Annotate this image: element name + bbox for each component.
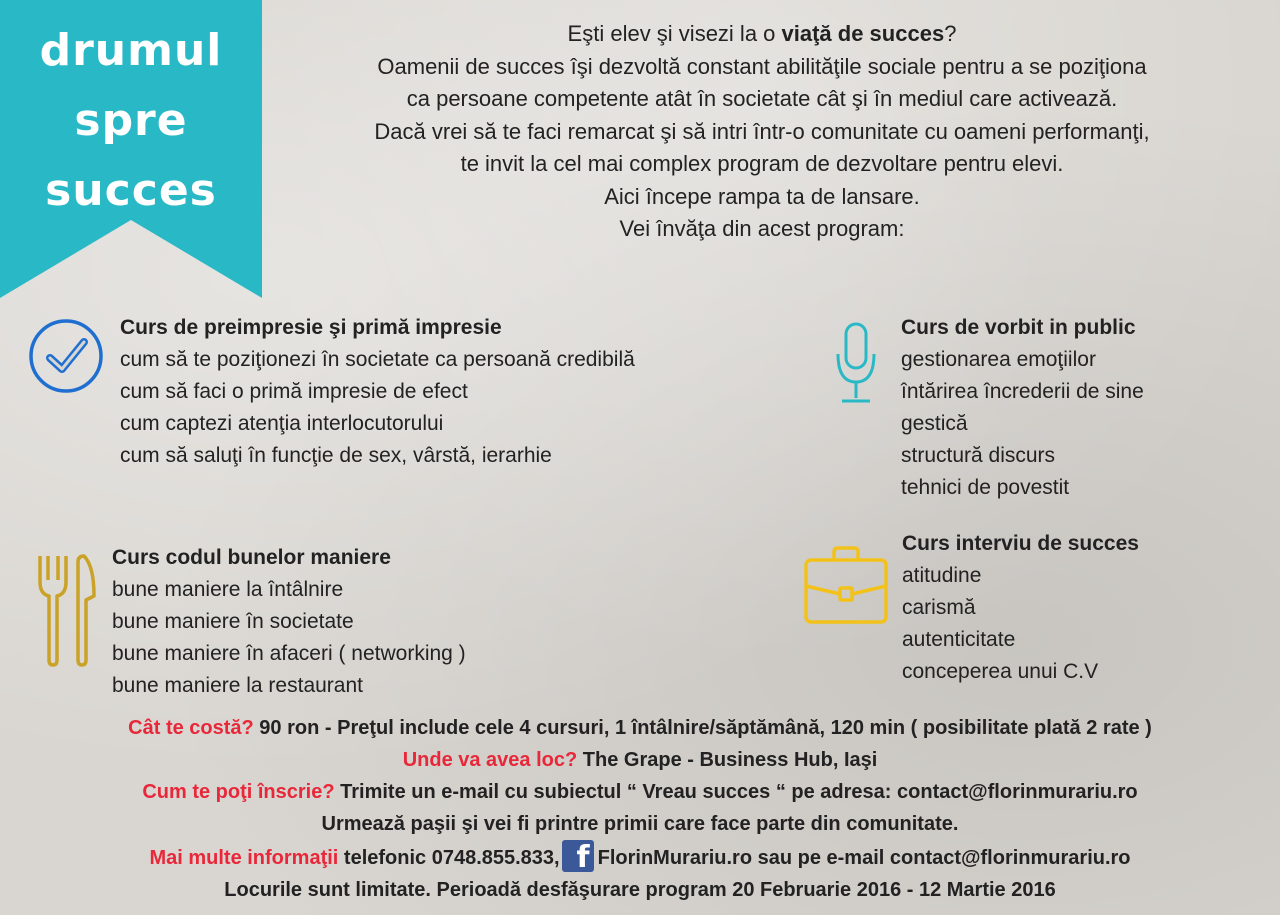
course-item: cum să faci o primă impresie de efect xyxy=(120,380,468,403)
course-item: cum să saluţi în funcţie de sex, vârstă, ierarhie xyxy=(120,444,552,467)
course-item: bune maniere în societate xyxy=(112,610,354,633)
contact-link-text[interactable]: FlorinMurariu.ro sau pe e-mail contact@florinmurariu.ro xyxy=(597,847,1131,869)
course-title: Curs codul bunelor maniere xyxy=(112,546,391,569)
info-label: Mai multe informaţii xyxy=(149,847,339,869)
course-title: Curs de preimpresie şi primă impresie xyxy=(120,316,502,339)
checkmark-circle-icon xyxy=(28,318,104,394)
course-interview xyxy=(902,528,1139,688)
contact-line xyxy=(0,840,1280,874)
location-line xyxy=(0,744,1280,776)
intro-line-3: ca persoane competente atât în societate cât şi în mediul care activează. xyxy=(406,86,1118,111)
intro-line-1 xyxy=(262,18,1262,51)
banner-line-1: drumul xyxy=(39,25,223,76)
banner-line-3: succes xyxy=(45,165,217,216)
intro-text xyxy=(262,18,1262,246)
price-answer: 90 ron - Preţul include cele 4 cursuri, 1 întâlnire/săptămână, 120 min ( posibilitate plată 2 rate ) xyxy=(253,717,1152,739)
course-item: conceperea unui C.V xyxy=(902,660,1099,683)
course-item: bune maniere la restaurant xyxy=(112,674,363,697)
intro-line-2: Oamenii de succes îşi dezvoltă constant abilităţile sociale pentru a se poziţiona xyxy=(377,53,1147,79)
phone-text: telefonic 0748.855.833, xyxy=(338,847,560,869)
facebook-icon[interactable]: f xyxy=(562,840,594,872)
course-item: gestică xyxy=(901,412,968,435)
intro-line-1-suffix: ? xyxy=(944,21,957,46)
price-question: Cât te costă? xyxy=(128,717,254,739)
steps-line: Urmează paşii şi vei fi printre primii care face parte din comunitate. xyxy=(321,813,959,835)
footer-info xyxy=(0,712,1280,906)
location-question: Unde va avea loc? xyxy=(402,749,578,771)
banner-title xyxy=(0,16,262,226)
signup-question: Cum te poţi înscrie? xyxy=(142,781,335,803)
course-item: structură discurs xyxy=(901,444,1056,467)
banner-line-2: spre xyxy=(74,95,188,146)
intro-line-5: te invit la cel mai complex program de dezvoltare pentru elevi. xyxy=(460,151,1064,176)
price-line xyxy=(0,712,1280,744)
intro-line-7: Vei învăţa din acest program: xyxy=(619,216,905,241)
course-item: carismă xyxy=(902,596,976,619)
course-item: gestionarea emoţiilor xyxy=(901,348,1096,371)
course-good-manners xyxy=(112,542,466,702)
intro-line-4: Dacă vrei să te faci remarcat şi să intri într-o comunitate cu oameni performanţi, xyxy=(374,118,1150,144)
course-item: bune maniere la întâlnire xyxy=(112,578,344,601)
course-item: tehnici de povestit xyxy=(901,476,1070,499)
course-item: cum să te poziţionezi în societate ca persoană credibilă xyxy=(120,348,635,371)
course-item: bune maniere în afaceri ( networking ) xyxy=(112,642,466,665)
signup-answer: Trimite un e-mail cu subiectul “ Vreau succes “ pe adresa: contact@florinmurariu.ro xyxy=(334,781,1138,803)
course-item: autenticitate xyxy=(902,628,1016,651)
intro-line-1-bold: viaţă de succes xyxy=(781,21,945,46)
intro-line-1-prefix: Eşti elev şi visezi la o xyxy=(567,21,782,46)
course-item: cum captezi atenţia interlocutorului xyxy=(120,412,444,435)
location-answer: The Grape - Business Hub, Iaşi xyxy=(577,749,878,771)
intro-line-6: Aici începe rampa ta de lansare. xyxy=(604,183,920,209)
course-item: întărirea încrederii de sine xyxy=(901,380,1144,403)
course-title: Curs interviu de succes xyxy=(902,532,1139,555)
signup-line xyxy=(0,776,1280,808)
briefcase-icon xyxy=(804,546,888,626)
microphone-icon xyxy=(834,320,880,408)
limited-line: Locurile sunt limitate. Perioadă desfăşurare program 20 Februarie 2016 - 12 Martie 2016 xyxy=(224,879,1056,901)
fork-knife-icon xyxy=(36,552,98,668)
course-title: Curs de vorbit in public xyxy=(901,316,1136,339)
course-item: atitudine xyxy=(902,564,982,587)
title-banner xyxy=(0,0,262,298)
course-public-speaking xyxy=(901,312,1144,504)
course-first-impression xyxy=(120,312,635,472)
